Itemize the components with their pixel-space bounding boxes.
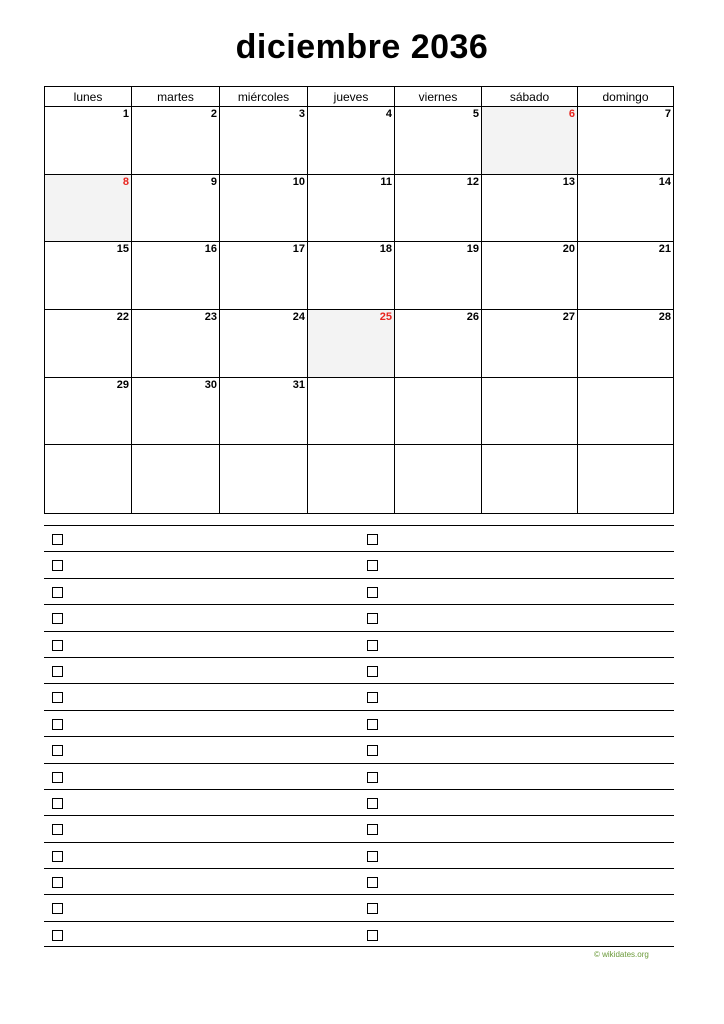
day-number: 4 [385,108,392,120]
day-number: 22 [116,310,129,323]
day-cell [482,175,578,243]
day-cell [395,378,482,446]
todo-row [44,551,674,577]
day-cell [220,310,308,378]
todo-row [44,921,674,947]
checkbox-icon[interactable] [367,719,378,730]
todo-row [44,710,674,736]
todo-item [44,684,359,709]
day-number: 9 [210,175,217,188]
todo-item [44,737,359,762]
todo-row [44,683,674,709]
todo-item [44,816,359,841]
todo-item [359,764,674,789]
day-number: 5 [472,108,479,120]
todo-row [44,578,674,604]
day-number: 24 [292,310,305,323]
day-number: 10 [292,175,305,188]
day-cell [220,242,308,310]
checkbox-icon[interactable] [52,534,63,545]
todo-item [44,895,359,920]
todo-item [44,526,359,551]
page-title: diciembre 2036 [235,28,489,66]
checkbox-icon[interactable] [367,877,378,888]
day-number: 16 [204,243,217,256]
checkbox-icon[interactable] [52,666,63,677]
day-cell [45,310,132,378]
checkbox-icon[interactable] [52,903,63,914]
day-number: 14 [658,175,671,188]
todo-item [44,843,359,868]
checkbox-icon[interactable] [52,745,63,756]
day-cell [220,107,308,175]
day-number: 1 [122,108,129,120]
weekday-header: domingo [578,87,673,107]
day-number: 23 [204,310,217,323]
checkbox-icon[interactable] [367,534,378,545]
todo-item [44,579,359,604]
todo-item [44,632,359,657]
day-cell [578,310,673,378]
day-cell [308,310,395,378]
todo-item [359,869,674,894]
checkbox-icon[interactable] [367,930,378,941]
todo-item [359,684,674,709]
checkbox-icon[interactable] [52,560,63,571]
weekday-header: miércoles [220,87,308,107]
todo-row [44,763,674,789]
todo-row [44,657,674,683]
todo-list [44,525,674,947]
day-number: 6 [568,108,575,120]
todo-item [359,658,674,683]
todo-row [44,736,674,762]
day-cell [482,107,578,175]
day-cell [132,107,220,175]
todo-item [44,790,359,815]
todo-item [44,605,359,630]
todo-item [359,895,674,920]
day-cell [308,107,395,175]
todo-item [359,526,674,551]
todo-item [44,552,359,577]
todo-row [44,789,674,815]
checkbox-icon[interactable] [367,772,378,783]
todo-item [44,711,359,736]
checkbox-icon[interactable] [367,903,378,914]
day-cell [578,107,673,175]
checkbox-icon[interactable] [52,798,63,809]
todo-row [44,868,674,894]
day-cell [45,445,132,513]
day-cell [578,242,673,310]
day-number: 11 [380,175,392,188]
calendar-grid [44,86,674,514]
day-cell [482,310,578,378]
day-number: 28 [658,310,671,323]
day-cell [308,242,395,310]
day-number: 27 [562,310,575,323]
day-cell [45,107,132,175]
todo-item [44,764,359,789]
day-number: 29 [116,378,129,391]
checkbox-icon[interactable] [52,640,63,651]
day-number: 19 [466,243,479,256]
day-number: 12 [466,175,479,188]
day-number: 25 [379,310,392,323]
todo-row [44,604,674,630]
day-number: 18 [379,243,392,256]
day-number: 31 [292,378,305,391]
checkbox-icon[interactable] [52,772,63,783]
day-number: 26 [466,310,479,323]
todo-item [359,579,674,604]
day-number: 13 [562,175,575,188]
day-cell [482,378,578,446]
day-number: 7 [664,108,671,120]
todo-item [44,869,359,894]
day-cell [308,378,395,446]
todo-item [44,658,359,683]
day-cell [578,175,673,243]
day-cell [578,445,673,513]
day-cell [395,445,482,513]
todo-item [359,737,674,762]
day-cell [45,242,132,310]
checkbox-icon[interactable] [367,824,378,835]
day-number: 20 [562,243,575,256]
day-cell [395,175,482,243]
checkbox-icon[interactable] [52,587,63,598]
todo-item [359,843,674,868]
weekday-header: jueves [308,87,395,107]
day-number: 17 [292,243,305,256]
checkbox-icon[interactable] [52,824,63,835]
checkbox-icon[interactable] [52,851,63,862]
todo-item [359,922,674,946]
todo-row [44,525,674,551]
day-cell [132,175,220,243]
todo-row [44,631,674,657]
day-cell [482,445,578,513]
day-cell [308,445,395,513]
day-cell [395,107,482,175]
day-cell [132,242,220,310]
checkbox-icon[interactable] [52,877,63,888]
todo-row [44,842,674,868]
weekday-header: lunes [45,87,132,107]
checkbox-icon[interactable] [367,851,378,862]
checkbox-icon[interactable] [367,745,378,756]
checkbox-icon[interactable] [367,587,378,598]
weekday-header: martes [132,87,220,107]
day-cell [220,378,308,446]
todo-row [44,815,674,841]
day-cell [132,310,220,378]
checkbox-icon[interactable] [367,666,378,677]
todo-item [359,632,674,657]
weekday-header: viernes [395,87,482,107]
checkbox-icon[interactable] [52,719,63,730]
footer-credit: © wikidates.org [594,950,649,959]
todo-item [359,790,674,815]
checkbox-icon[interactable] [52,613,63,624]
day-number: 2 [210,108,217,120]
day-number: 8 [122,175,129,188]
todo-item [359,816,674,841]
day-cell [220,175,308,243]
checkbox-icon[interactable] [367,640,378,651]
day-cell [482,242,578,310]
todo-item [359,552,674,577]
day-number: 3 [298,108,305,120]
day-cell [578,378,673,446]
checkbox-icon[interactable] [367,613,378,624]
day-number: 30 [204,378,217,391]
day-cell [395,310,482,378]
day-number: 15 [116,243,129,256]
checkbox-icon[interactable] [367,798,378,809]
checkbox-icon[interactable] [52,930,63,941]
day-cell [395,242,482,310]
todo-item [44,922,359,946]
day-cell [132,445,220,513]
day-cell [132,378,220,446]
day-cell [308,175,395,243]
todo-item [359,711,674,736]
weekday-header: sábado [482,87,578,107]
day-number: 21 [658,243,671,256]
checkbox-icon[interactable] [367,692,378,703]
day-cell [45,175,132,243]
day-cell [220,445,308,513]
day-cell [45,378,132,446]
checkbox-icon[interactable] [52,692,63,703]
todo-item [359,605,674,630]
todo-row [44,894,674,920]
checkbox-icon[interactable] [367,560,378,571]
